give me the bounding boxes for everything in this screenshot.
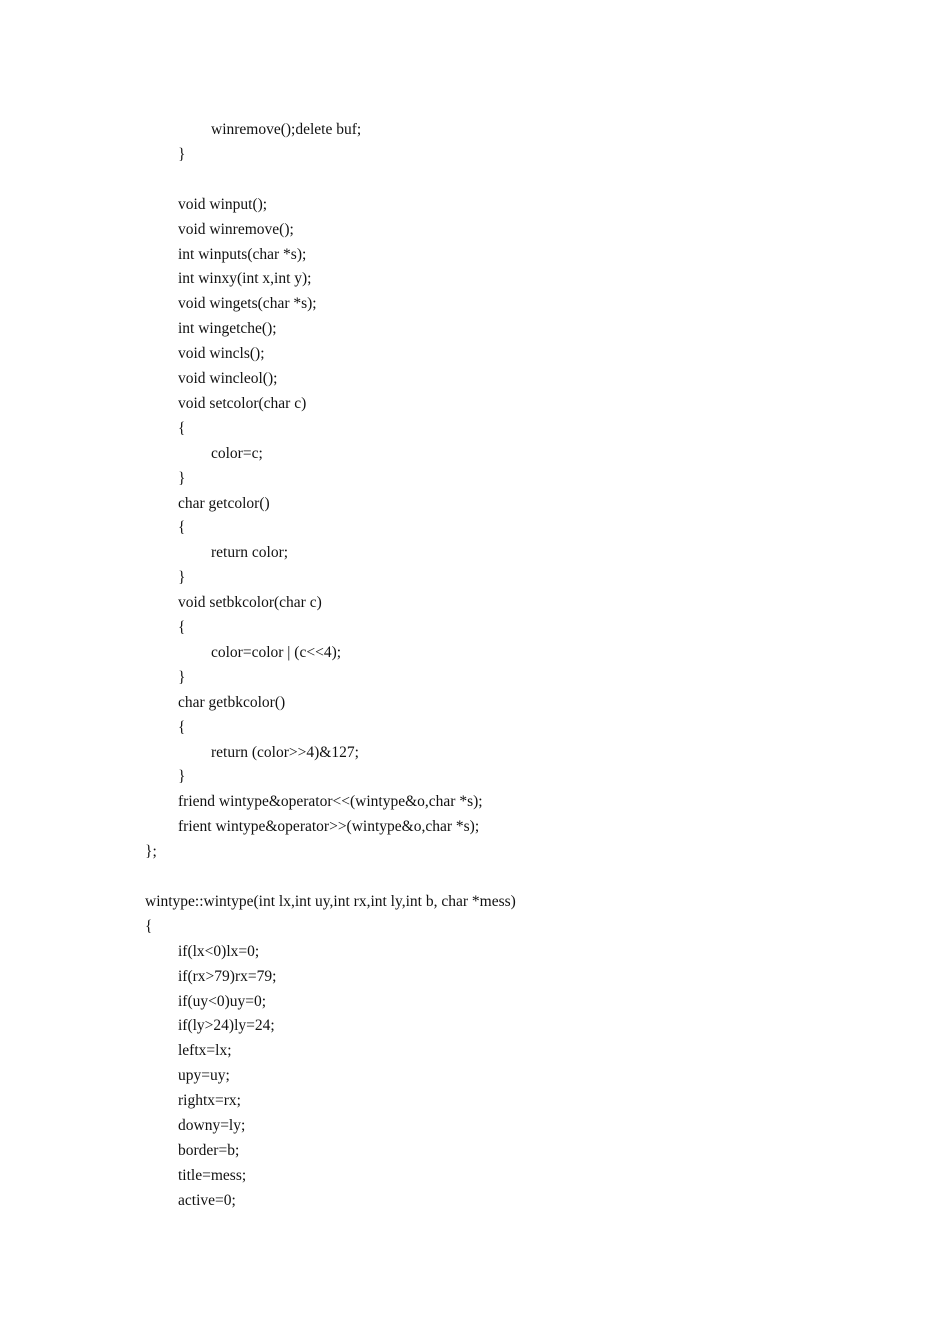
code-line: wintype::wintype(int lx,int uy,int rx,int ly,int b, char *mess) xyxy=(145,893,516,910)
code-line: friend wintype&operator<<(wintype&o,char *s); xyxy=(178,793,483,810)
code-line: int winxy(int x,int y); xyxy=(178,270,312,287)
code-line: } xyxy=(178,146,186,163)
code-line: return color; xyxy=(211,544,289,561)
code-line: { xyxy=(178,719,186,736)
code-line: frient wintype&operator>>(wintype&o,char *s); xyxy=(178,818,480,835)
code-line: }; xyxy=(145,843,157,860)
code-line: int winputs(char *s); xyxy=(178,246,307,263)
code-line: rightx=rx; xyxy=(178,1092,241,1109)
code-line: } xyxy=(178,569,186,586)
code-line: } xyxy=(178,470,186,487)
code-line: { xyxy=(178,420,186,437)
code-line: if(uy<0)uy=0; xyxy=(178,993,267,1010)
code-line: void wingets(char *s); xyxy=(178,295,317,312)
code-line: if(ly>24)ly=24; xyxy=(178,1017,275,1034)
code-line: color=color | (c<<4); xyxy=(211,644,342,661)
code-line: void setcolor(char c) xyxy=(178,395,307,412)
code-line: { xyxy=(145,918,153,935)
code-line: active=0; xyxy=(178,1192,236,1209)
code-line: { xyxy=(178,619,186,636)
code-line: int wingetche(); xyxy=(178,320,277,337)
code-line: } xyxy=(178,669,186,686)
code-line: char getbkcolor() xyxy=(178,694,286,711)
code-line: upy=uy; xyxy=(178,1067,230,1084)
code-line: title=mess; xyxy=(178,1167,247,1184)
code-line: char getcolor() xyxy=(178,495,270,512)
code-line: void wincleol(); xyxy=(178,370,278,387)
code-line: border=b; xyxy=(178,1142,240,1159)
code-line: void setbkcolor(char c) xyxy=(178,594,322,611)
code-line: } xyxy=(178,768,186,785)
code-line: leftx=lx; xyxy=(178,1042,232,1059)
code-line: downy=ly; xyxy=(178,1117,246,1134)
code-line: { xyxy=(178,519,186,536)
code-line: void winput(); xyxy=(178,196,268,213)
code-line: color=c; xyxy=(211,445,263,462)
code-line: void winremove(); xyxy=(178,221,294,238)
code-line: return (color>>4)&127; xyxy=(211,744,359,761)
code-line: if(lx<0)lx=0; xyxy=(178,943,260,960)
code-line: void wincls(); xyxy=(178,345,265,362)
code-line: winremove();delete buf; xyxy=(211,121,362,138)
code-line: if(rx>79)rx=79; xyxy=(178,968,277,985)
